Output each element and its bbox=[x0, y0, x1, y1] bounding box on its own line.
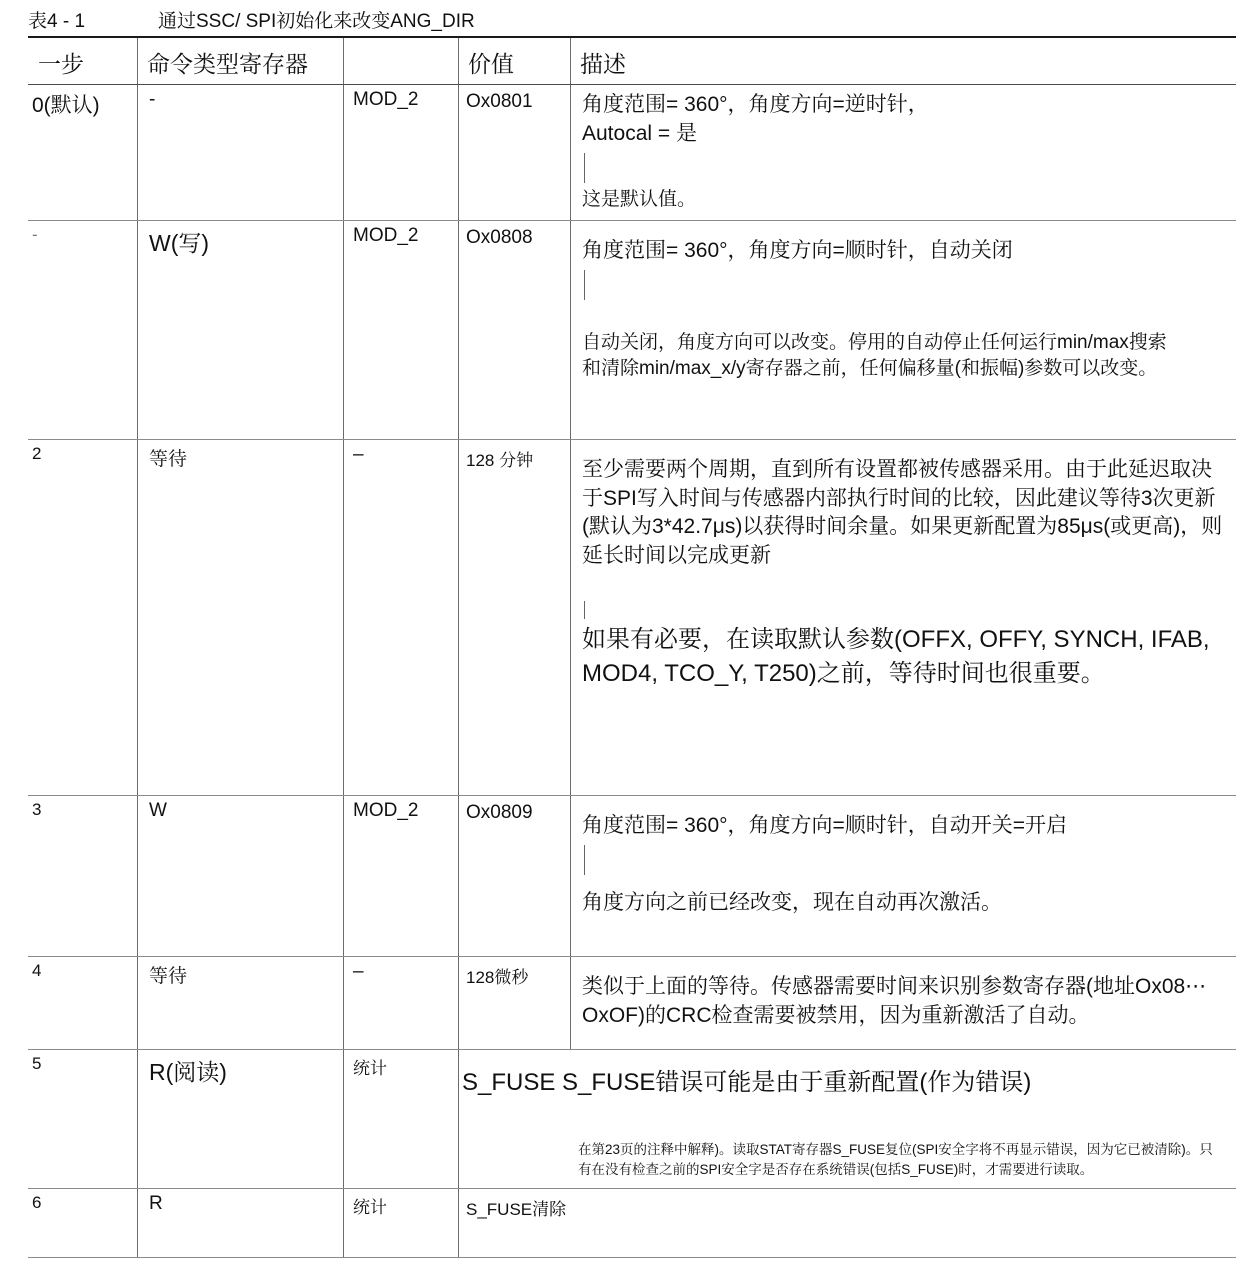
cell-description bbox=[570, 440, 1236, 795]
table-bottom-rule bbox=[28, 1257, 1236, 1258]
description-line: 角度范围= 360°，角度方向=顺时针，自动开关=开启 bbox=[582, 813, 1068, 837]
cell-value-label: Ox0808 bbox=[466, 226, 533, 248]
cell-command-label: - bbox=[149, 89, 156, 110]
header-cell-register bbox=[343, 38, 458, 84]
cell-command bbox=[137, 440, 343, 795]
cell-step-label: 2 bbox=[32, 443, 42, 463]
description-footnote: 在第23页的注释中解释)。读取STAT寄存器S_FUSE复位(SPI安全字将不再显示错误，因为它已被清除)。只有在没有检查之前的SPI安全字是否存在系统错误(包括S_FUSE)时，才需要进行读取。 bbox=[578, 1141, 1213, 1177]
cell-step bbox=[28, 796, 137, 956]
cell-register-label: 统计 bbox=[353, 1058, 387, 1078]
cell-command bbox=[137, 1050, 343, 1188]
cell-value bbox=[458, 796, 570, 956]
cell-value bbox=[458, 440, 570, 795]
description-note: 自动关闭，角度方向可以改变。停用的自动停止任何运行min/max搜索 bbox=[582, 331, 1167, 353]
description-paragraph: 类似于上面的等待。传感器需要时间来识别参数寄存器(地址Ox08⋯OxOF)的CRC检查需要被禁用，因为重新激活了自动。 bbox=[582, 974, 1207, 1027]
cell-command bbox=[137, 85, 343, 220]
description-line: S_FUSE S_FUSE错误可能是由于重新配置(作为错误) bbox=[462, 1068, 1032, 1096]
cell-step-label: 6 bbox=[32, 1192, 42, 1212]
table-row bbox=[28, 85, 1236, 220]
table-row bbox=[28, 440, 1236, 795]
header-label-command-register: 命令类型寄存器 bbox=[147, 51, 308, 77]
text-cursor-mark bbox=[584, 270, 585, 300]
header-label-description: 描述 bbox=[580, 51, 626, 77]
cell-register bbox=[343, 85, 458, 220]
text-cursor-mark bbox=[584, 601, 585, 619]
description-block bbox=[570, 440, 1236, 698]
cell-command bbox=[137, 221, 343, 439]
header-cell-step bbox=[28, 38, 137, 84]
cell-description bbox=[570, 796, 1236, 956]
cell-step-label: 0(默认) bbox=[32, 94, 100, 117]
cell-register bbox=[343, 1189, 458, 1257]
cell-value-label: Ox0809 bbox=[466, 801, 533, 823]
description-line: 角度范围= 360°，角度方向=顺时针，自动关闭 bbox=[582, 238, 1013, 262]
table-row bbox=[28, 796, 1236, 956]
cell-value-label: 128 分钟 bbox=[466, 450, 534, 470]
description-block bbox=[570, 221, 1236, 389]
cell-register bbox=[343, 957, 458, 1049]
description-block bbox=[570, 85, 1236, 220]
table-row bbox=[28, 221, 1236, 439]
cell-command bbox=[137, 1189, 343, 1257]
cell-value-label bbox=[458, 1050, 570, 1056]
cell-command-label: W(写) bbox=[149, 229, 210, 256]
cell-command bbox=[137, 957, 343, 1049]
cell-description bbox=[570, 85, 1236, 220]
header-label-step: 一步 bbox=[38, 51, 84, 77]
cell-value-label: 128微秒 bbox=[466, 967, 529, 987]
text-cursor-mark bbox=[584, 153, 585, 183]
table-caption-title: 通过SSC/ SPI初始化来改变ANG_DIR bbox=[158, 10, 475, 32]
table-caption-number: 表4 - 1 bbox=[28, 10, 86, 32]
cell-register bbox=[343, 1050, 458, 1188]
cell-command bbox=[137, 796, 343, 956]
cell-value-label: S_FUSE清除 bbox=[466, 1199, 567, 1219]
cell-step bbox=[28, 85, 137, 220]
description-line: Autocal = 是 bbox=[582, 121, 697, 145]
description-note: 这是默认值。 bbox=[582, 188, 697, 210]
cell-step bbox=[28, 221, 137, 439]
cell-step bbox=[28, 440, 137, 795]
table-row bbox=[28, 957, 1236, 1049]
data-table bbox=[28, 36, 1236, 1258]
description-block bbox=[570, 957, 1236, 1037]
description-note: 角度方向之前已经改变，现在自动再次激活。 bbox=[582, 890, 1002, 914]
cell-step-label: - bbox=[32, 224, 38, 244]
cell-value bbox=[458, 221, 570, 439]
table-row bbox=[28, 1189, 1236, 1257]
description-line: 角度范围= 360°，角度方向=逆时针， bbox=[582, 93, 929, 116]
cell-register-label: 统计 bbox=[353, 1197, 387, 1217]
cell-step bbox=[28, 1189, 137, 1257]
header-cell-description bbox=[570, 38, 1236, 84]
cell-step-label: 5 bbox=[32, 1053, 42, 1073]
header-cell-value bbox=[458, 38, 570, 84]
cell-value bbox=[458, 1189, 570, 1257]
table-row bbox=[28, 1050, 1236, 1188]
text-cursor-mark bbox=[584, 845, 585, 875]
cell-description bbox=[570, 1189, 1236, 1257]
description-paragraph: 如果有必要，在读取默认参数(OFFX, OFFY, SYNCH, IFAB, MOD4, TCO_Y, T250)之前，等待时间也很重要。 bbox=[582, 626, 1210, 688]
description-paragraph: 至少需要两个周期，直到所有设置都被传感器采用。由于此延迟取决于SPI写入时间与传感器内部执行时间的比较，因此建议等待3次更新(默认为3*42.7μs)以获得时间余量。如果更新配置为85μs(或更高)，则延长时间以完成更新 bbox=[582, 457, 1223, 568]
cell-value-label: Ox0801 bbox=[466, 91, 533, 112]
description-note: 和清除min/max_x/y寄存器之前，任何偏移量(和振幅)参数可以改变。 bbox=[582, 358, 1158, 380]
cell-register bbox=[343, 221, 458, 439]
cell-register-label: MOD_2 bbox=[353, 89, 419, 110]
cell-value bbox=[458, 957, 570, 1049]
cell-register-label: MOD_2 bbox=[353, 224, 419, 246]
cell-command-label: 等待 bbox=[149, 965, 188, 987]
cell-value bbox=[458, 85, 570, 220]
cell-register-label: – bbox=[353, 443, 364, 465]
cell-command-label: W bbox=[149, 799, 167, 821]
cell-register-label: MOD_2 bbox=[353, 799, 419, 821]
cell-step bbox=[28, 1050, 137, 1188]
header-cell-command bbox=[137, 38, 343, 84]
header-label-value: 价值 bbox=[468, 51, 514, 77]
cell-register bbox=[343, 796, 458, 956]
table-caption bbox=[0, 4, 1258, 34]
description-block bbox=[462, 1050, 1236, 1187]
table-header-row bbox=[28, 38, 1236, 84]
description-block bbox=[570, 796, 1236, 924]
cell-step-label: 4 bbox=[32, 960, 42, 980]
cell-command-label: 等待 bbox=[149, 448, 188, 470]
cell-description bbox=[570, 221, 1236, 439]
cell-step-label: 3 bbox=[32, 799, 42, 819]
cell-register bbox=[343, 440, 458, 795]
cell-description bbox=[570, 957, 1236, 1049]
cell-register-label: – bbox=[353, 960, 364, 982]
cell-command-label: R bbox=[149, 1192, 163, 1214]
cell-command-label: R(阅读) bbox=[149, 1058, 227, 1085]
cell-step bbox=[28, 957, 137, 1049]
cell-description bbox=[462, 1050, 1236, 1188]
description-block bbox=[570, 1189, 1236, 1201]
